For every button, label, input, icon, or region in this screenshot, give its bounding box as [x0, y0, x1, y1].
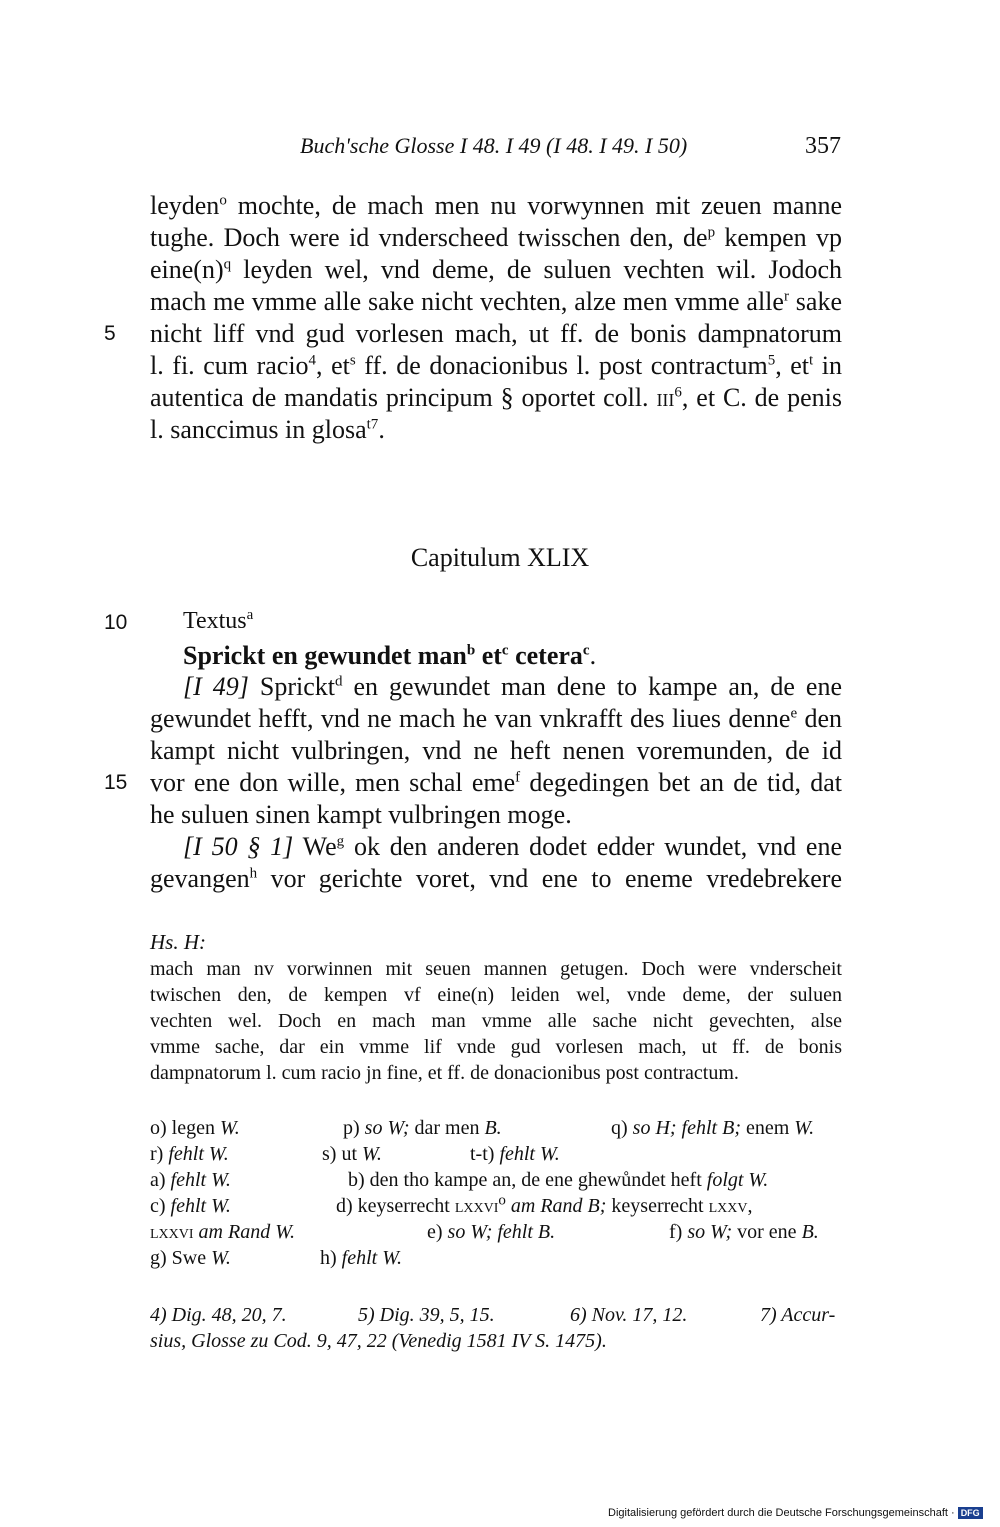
text-line-6: l. fi. cum racio$^4$, $et^s$ ff. de donacionibus l. post contractum$^5$, $et^t$ in [150, 351, 843, 380]
variant-d-cont: lxxvi am Rand W. [150, 1221, 296, 1243]
variant-d: d) keyserrecht lxxvi$^o$ am Rand B; keyserrecht lxxv, [336, 1192, 753, 1217]
variant-b: b) den tho kampe an, de ene ghewůndet heft folgt W. [348, 1169, 769, 1191]
footnote-4: 4) Dig. 48, 20, 7. [150, 1304, 287, 1326]
manuscript-line-2: twischen den, de kempen vf eine(n) leiden wel, vnde deme, der suluen [150, 984, 842, 1006]
chapter-line-1: [I 49] Sprickt$^d$ en gewundet man dene to kampe an, de ene [183, 672, 842, 701]
text-line-2: tughe. Doch were id vnderscheed twisschen den, $de^p$ kempen vp [150, 223, 842, 252]
page-number: 357 [805, 133, 841, 159]
chapter-line-7: gevangen$^h$ vor gerichte voret, vnd ene to eneme vredebrekere [150, 864, 842, 893]
variant-f: f) so W; vor ene B. [669, 1221, 819, 1243]
variant-a: a) fehlt W. [150, 1169, 231, 1191]
line-number-15: 15 [104, 771, 128, 794]
running-title: Buch'sche Glosse I 48. I 49 (I 48. I 49. I 50) [300, 133, 688, 158]
chapter-line-5: he suluen sinen kampt vulbringen moge. [150, 800, 572, 829]
manuscript-line-3: vechten wel. Doch en mach man vmme alle sache nicht gevechten, alse [150, 1010, 842, 1032]
variant-e: e) so W; fehlt B. [427, 1221, 556, 1243]
chapter-line-4: vor ene don wille, men schal eme$^f$ degedingen bet an de tid, dat [150, 768, 842, 797]
footnote-6: 6) Nov. 17, 12. [570, 1304, 688, 1326]
text-line-4: mach me vmme alle sake nicht vechten, alze men vmme alle$^r$ sake [150, 287, 843, 316]
manuscript-line-4: vmme sache, dar ein vmme lif vnde gud vorlesen mach, ut ff. de bonis [150, 1036, 842, 1058]
manuscript-line-5: dampnatorum l. cum racio jn fine, et ff. de donacionibus post contractum. [150, 1062, 739, 1084]
manuscript-line-1: mach man nv vorwinnen mit seuen mannen getugen. Doch were vnderscheit [150, 958, 842, 980]
variant-c: c) fehlt W. [150, 1195, 231, 1217]
text-line-7: autentica de mandatis principum § oportet coll. iii$^6$, et C. de penis [150, 383, 842, 412]
variant-o: o) legen W. [150, 1117, 240, 1139]
variant-p: p) so W; dar men B. [343, 1117, 502, 1139]
chapter-heading: Capitulum XLIX [410, 543, 590, 572]
variant-tt: t-t) fehlt W. [470, 1143, 560, 1165]
variant-q: q) so H; fehlt B; enem W. [611, 1117, 815, 1139]
chapter-line-2: gewundet hefft, vnd ne mach he van vnkrafft des liues denne$^e$ den [150, 704, 842, 733]
variant-r: r) fehlt W. [150, 1143, 229, 1165]
footnote-7: 7) Accur- [760, 1304, 836, 1326]
variant-g: g) Swe W. [150, 1247, 231, 1269]
line-number-5: 5 [104, 322, 116, 345]
footnote-5: 5) Dig. 39, 5, 15. [358, 1304, 495, 1326]
text-line-1: leyden$^o$ mochte, de mach men nu vorwynnen mit zeuen manne [150, 191, 842, 220]
variant-h: h) fehlt W. [320, 1247, 403, 1269]
chapter-line-6: [I 50 § 1] We$^g$ ok den anderen dodet edder wundet, vnd ene [183, 832, 842, 861]
manuscript-label: Hs. H: [150, 930, 206, 954]
digitization-credit: Digitalisierung gefördert durch die Deutsche Forschungsgemeinschaft · DFG [608, 1507, 983, 1519]
variant-s: s) ut W. [322, 1143, 382, 1165]
chapter-line-3: kampt nicht vulbringen, vnd ne heft nenen voremunden, de id [150, 736, 842, 765]
dfg-logo: DFG [958, 1507, 983, 1519]
text-line-3: $eine(n)^q$ leyden wel, vnd deme, de suluen vechten wil. Jodoch [150, 255, 842, 284]
line-number-10: 10 [104, 611, 128, 634]
text-line-8: l. sanccimus in glosa$^{t7}$. [150, 415, 385, 444]
rubric: Sprickt en gewundet man$^b$ $et^c$ cetera$^c$. [183, 641, 597, 670]
text-line-5: nicht liff vnd gud vorlesen mach, ut ff. de bonis dampnatorum [150, 319, 842, 348]
textus-label: Textus$^a$ [183, 607, 254, 634]
footnote-7-cont: sius, Glosse zu Cod. 9, 47, 22 (Venedig 1581 IV S. 1475). [150, 1330, 607, 1352]
